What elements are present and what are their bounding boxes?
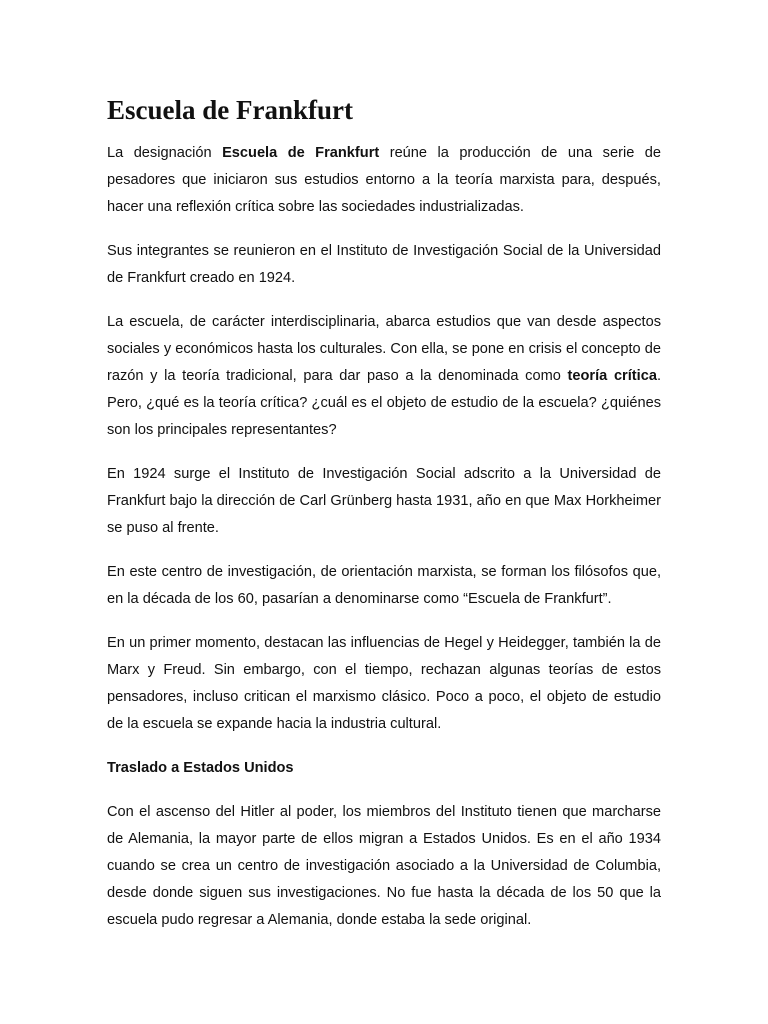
paragraph-intro — [107, 140, 661, 221]
paragraph-text: . Pero, ¿qué es la teoría crítica? ¿cuál es el objeto de estudio de la escuela? ¿quiénes son los principales representantes? — [107, 368, 662, 438]
paragraph-relocation: Con el ascenso del Hitler al poder, los miembros del Instituto tienen que marcharse de Alemania, la mayor parte de ellos migran a Estados Unidos. Es en el año 1934 cuando se crea un centro de investigación asociado a la Universidad de Columbia, desde donde siguen sus investigaciones. No fue hasta la década de los 50 que la escuela pudo regresar a Alemania, donde estaba la sede original. — [107, 804, 661, 928]
document-title: Escuela de Frankfurt — [107, 95, 353, 125]
document-page — [107, 92, 661, 951]
paragraph-text: La designación — [107, 145, 223, 161]
paragraph-influences: En un primer momento, destacan las influencias de Hegel y Heidegger, también la de Marx y Freud. Sin embargo, con el tiempo, rechazan algunas teorías de estos pensadores, incluso critican el marxismo clásico. Poco a poco, el objeto de estudio de la escuela se expande hacia la industria cultural. — [107, 635, 661, 732]
paragraph-text: reúne la producción de una serie de pesadores que iniciaron sus estudios entorno a la teoría marxista para, después, hacer una reflexión crítica sobre las sociedades industrializadas. — [107, 145, 661, 215]
paragraph-center: En este centro de investigación, de orientación marxista, se forman los filósofos que, en la década de los 60, pasarían a denominarse como “Escuela de Frankfurt”. — [107, 564, 661, 607]
paragraph-text: La escuela, de carácter interdisciplinaria, abarca estudios que van desde aspectos sociales y económicos hasta los culturales. Con ella, se pone en crisis el concepto de razón y la teoría tradicional, para dar paso a la denominada como — [107, 314, 661, 384]
paragraph-founding: En 1924 surge el Instituto de Investigación Social adscrito a la Universidad de Frankfurt bajo la dirección de Carl Grünberg hasta 1931, año en que Max Horkheimer se puso al frente. — [107, 466, 661, 536]
paragraph-interdisciplinary — [107, 309, 661, 444]
paragraph-members: Sus integrantes se reunieron en el Instituto de Investigación Social de la Universidad de Frankfurt creado en 1924. — [107, 243, 661, 286]
bold-term: teoría crítica — [567, 368, 657, 384]
section-heading: Traslado a Estados Unidos — [107, 760, 294, 776]
bold-term: Escuela de Frankfurt — [222, 145, 380, 161]
